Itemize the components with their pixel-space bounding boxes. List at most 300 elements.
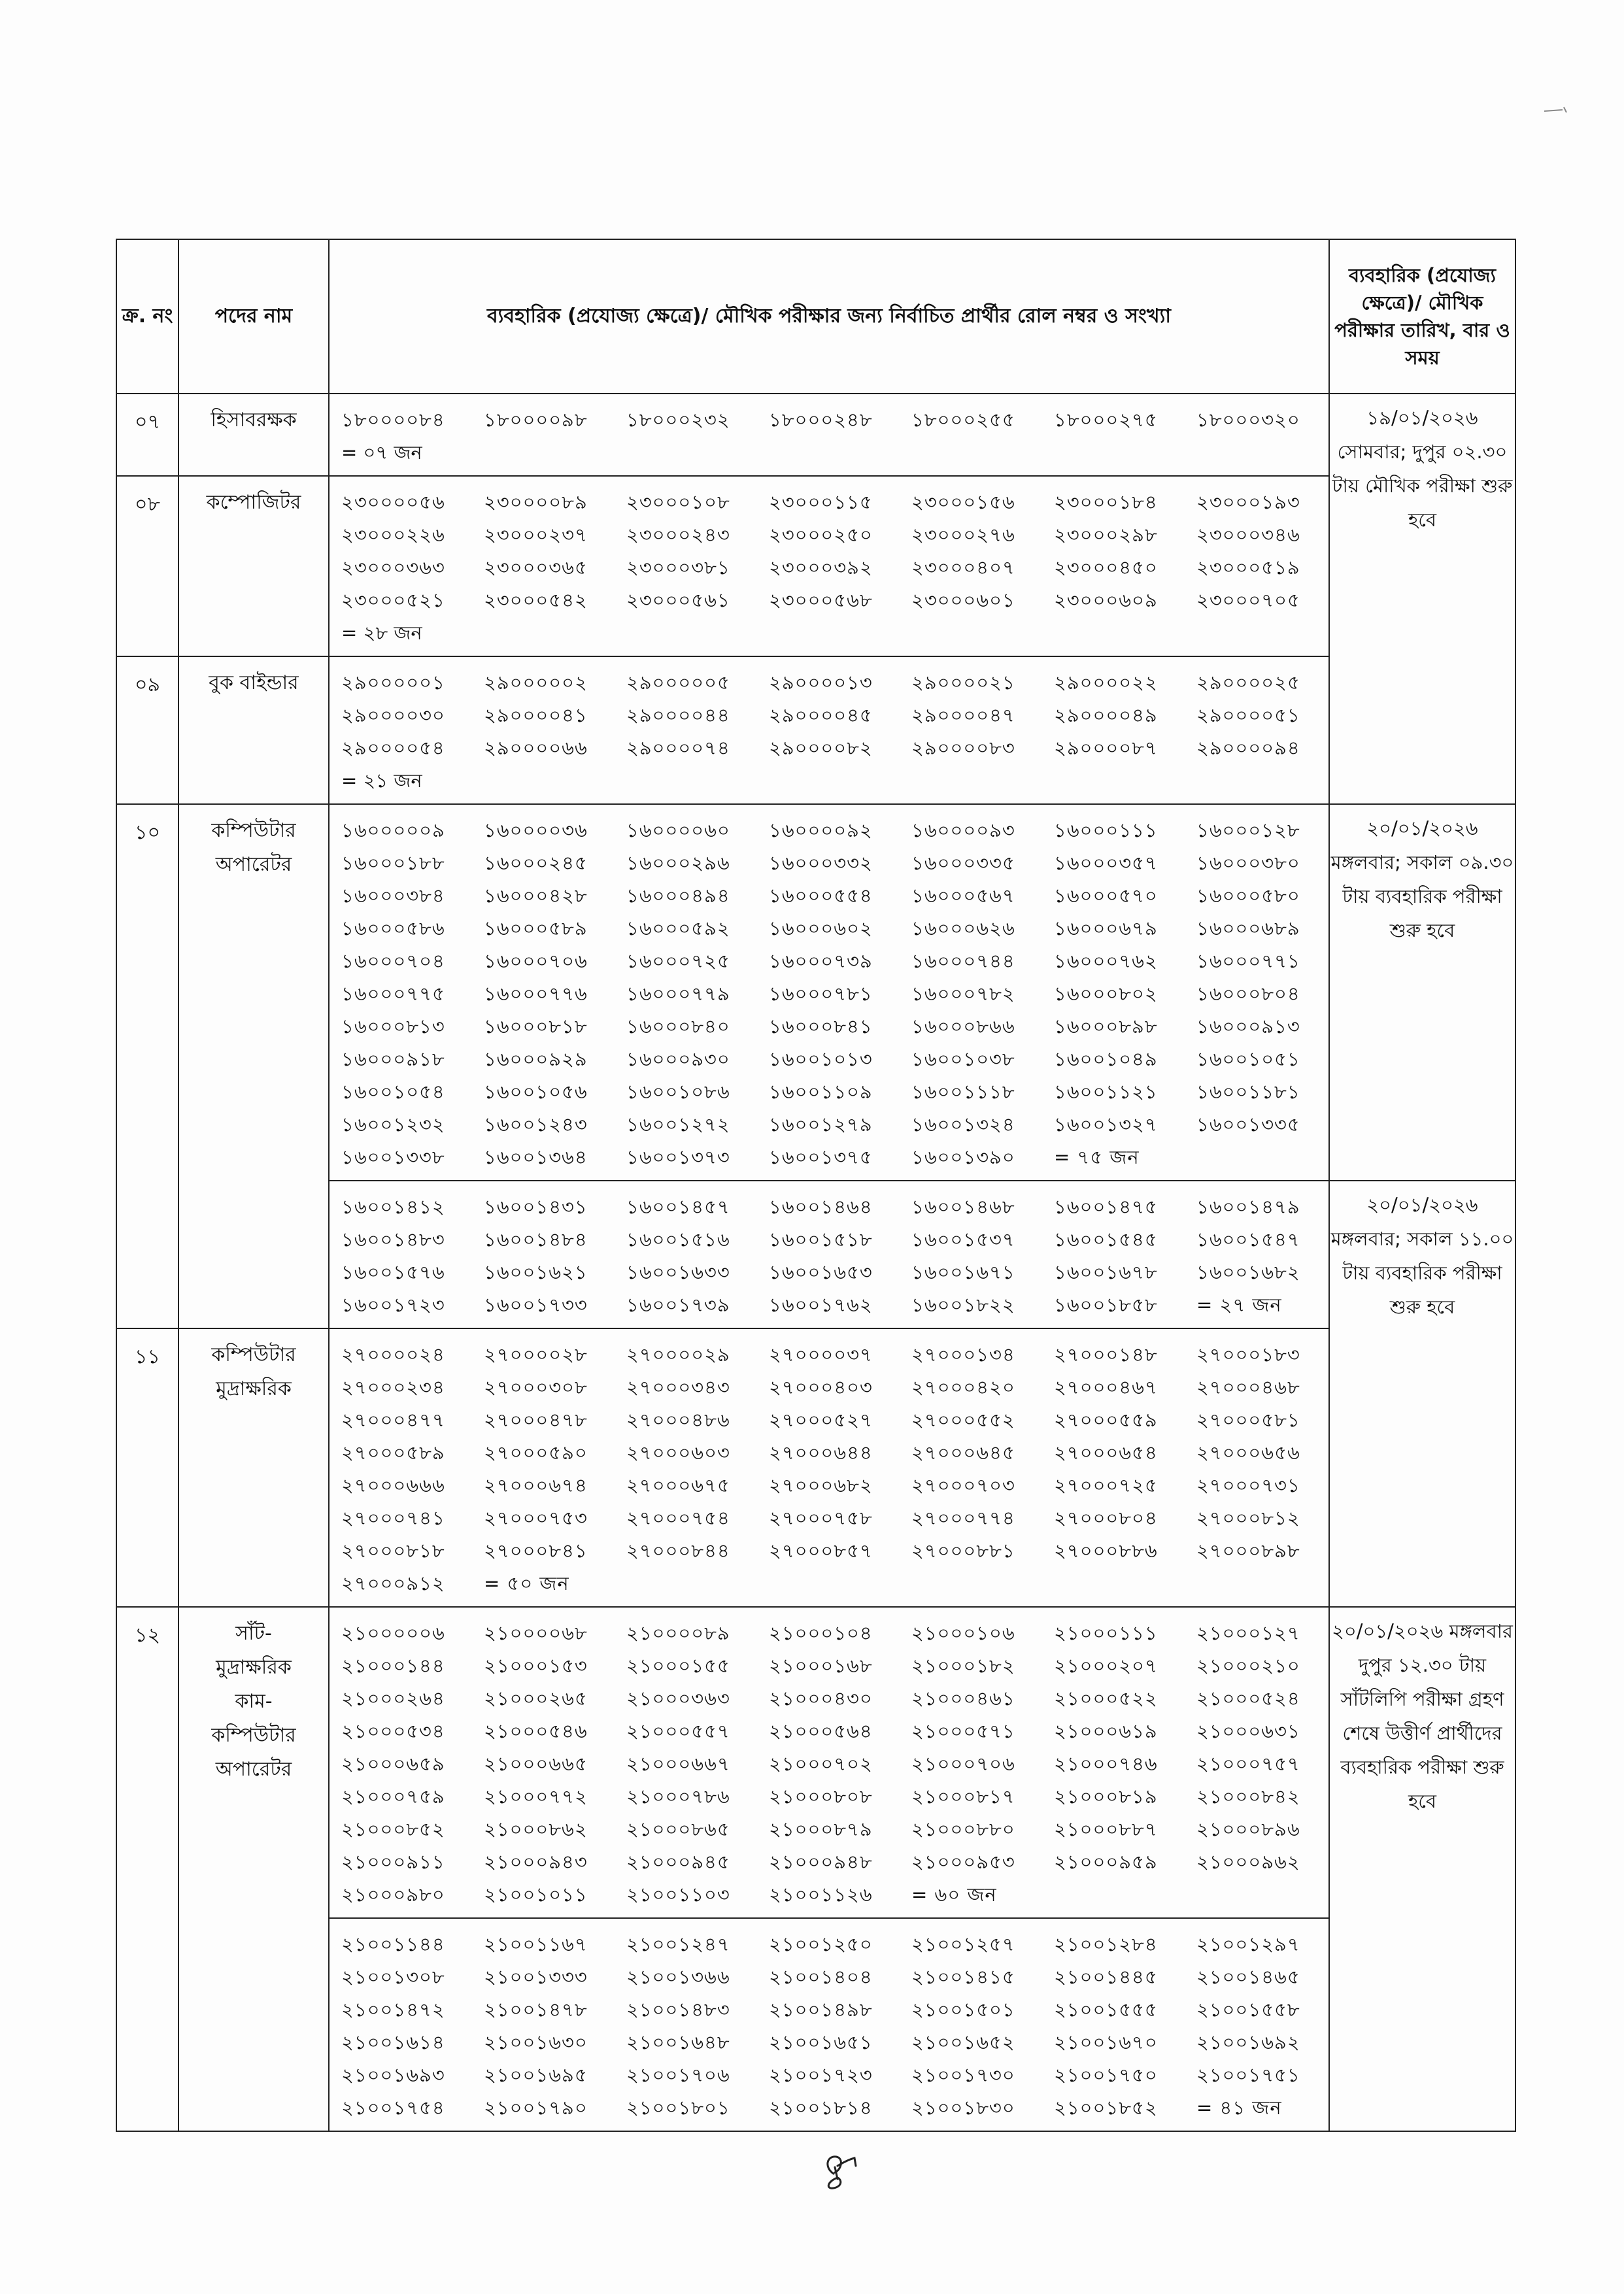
roll-number: ২১০০০৮৬৫ xyxy=(626,1818,730,1840)
roll-number: ১৬০০১০৫৬ xyxy=(484,1081,588,1103)
roll-number: ১৬০০০৭৮২ xyxy=(911,983,1015,1005)
table-row xyxy=(116,394,1515,476)
candidate-count: = ২১ জন xyxy=(341,769,422,792)
roll-number: ২১০০০৮০৮ xyxy=(769,1785,873,1808)
roll-number: ১৬০০১৪৬৪ xyxy=(769,1196,873,1218)
roll-number: ২১০০০৫২৪ xyxy=(1196,1687,1300,1710)
roll-number: ১৬০০০৪২৮ xyxy=(484,885,588,907)
roll-number: ১৬০০১৪৭৯ xyxy=(1196,1196,1300,1218)
roll-number: ২১০০১৪৬৫ xyxy=(1196,1966,1300,1988)
roll-number: ১৬০০১৬২১ xyxy=(484,1261,588,1283)
roll-number: ২৭০০০৭২৫ xyxy=(1054,1474,1158,1496)
roll-number: ১৬০০১৫৭৬ xyxy=(341,1261,445,1283)
roll-number: ২৭০০০৮৪১ xyxy=(484,1540,588,1562)
roll-number: ১৮০০০২৩২ xyxy=(626,409,730,431)
roll-number: ২৯০০০০৩০ xyxy=(341,704,445,726)
roll-number: ২১০০১৬৫১ xyxy=(769,2031,873,2053)
roll-number: ২৩০০০২৫০ xyxy=(769,524,873,546)
roll-number: ১৬০০১৪৫৭ xyxy=(626,1196,730,1218)
roll-number: ১৬০০১৭৬২ xyxy=(769,1294,873,1316)
roll-number: ২৩০০০৩৪৬ xyxy=(1196,524,1300,546)
roll-number: ২১০০০৮৫২ xyxy=(341,1818,445,1840)
roll-number: ২১০০০৬৫৯ xyxy=(341,1753,445,1775)
roll-number: ১৬০০১৪৬৮ xyxy=(911,1196,1015,1218)
roll-number: ১৬০০১৬৩৩ xyxy=(626,1261,730,1283)
roll-number: ১৬০০১৫১৮ xyxy=(769,1228,873,1251)
roll-number: ১৬০০০৩৮৪ xyxy=(341,885,445,907)
roll-number: ২৭০০০১৮৩ xyxy=(1196,1343,1300,1366)
roll-number: ২১০০০৫৪৬ xyxy=(484,1720,588,1742)
roll-number: ১৬০০১৫৪৫ xyxy=(1054,1228,1158,1251)
roll-number: ১৬০০০২৪৫ xyxy=(484,852,588,874)
roll-number: ১৬০০১১৮১ xyxy=(1196,1081,1300,1103)
roll-number: ১৬০০১৪১২ xyxy=(341,1196,445,1218)
signature-icon xyxy=(814,2148,866,2193)
roll-number: ২৭০০০০২৪ xyxy=(341,1343,445,1366)
roll-number: ২৭০০০৪৬৮ xyxy=(1196,1376,1300,1398)
roll-number: ১৬০০১২৪৩ xyxy=(484,1113,588,1136)
roll-number: ১৬০০০১১১ xyxy=(1054,819,1158,841)
roll-list xyxy=(329,394,1329,476)
roll-number: ২১০০১৬৩০ xyxy=(484,2031,588,2053)
roll-number: ২৩০০০৪০৭ xyxy=(911,556,1015,579)
roll-number: ২১০০১৭৫১ xyxy=(1196,2064,1300,2086)
roll-number: ১৮০০০০৮৪ xyxy=(341,409,445,431)
roll-number: ২১০০০১৫৩ xyxy=(484,1655,588,1677)
roll-number: ১৬০০০৩৩২ xyxy=(769,852,873,874)
roll-number: ২৭০০০৪৮৬ xyxy=(626,1409,730,1431)
roll-number: ২১০০০১০৬ xyxy=(911,1622,1015,1644)
exam-schedule: ১৯/০১/২০২৬ সোমবার; দুপুর ০২.৩০ টায় মৌখিক পরীক্ষা শুরু হবে xyxy=(1329,394,1515,804)
roll-number: ২৯০০০০২১ xyxy=(911,671,1015,694)
selected-candidates-table xyxy=(116,239,1516,2132)
roll-number: ২১০০১২৮৪ xyxy=(1054,1933,1158,1955)
roll-number: ২৩০০০১০৮ xyxy=(626,491,730,513)
roll-number: ২১০০১১৬৭ xyxy=(484,1933,588,1955)
roll-number: ২৩০০০৭০৫ xyxy=(1196,589,1300,611)
roll-number: ২১০০১৭৩০ xyxy=(911,2064,1015,2086)
roll-number: ২৩০০০৩৬৩ xyxy=(341,556,445,579)
candidate-count: = ২৭ জন xyxy=(1196,1294,1282,1316)
exam-schedule: ২০/০১/২০২৬ মঙ্গলবার; সকাল ০৯.৩০ টায় ব্যবহারিক পরীক্ষা শুরু হবে xyxy=(1329,804,1515,1181)
roll-list xyxy=(329,1328,1329,1607)
roll-number: ১৬০০১০৩৮ xyxy=(911,1048,1015,1070)
roll-number: ১৬০০১৩২৪ xyxy=(911,1113,1015,1136)
roll-number: ২৩০০০৫১৯ xyxy=(1196,556,1300,579)
roll-number: ২৭০০০০২৯ xyxy=(626,1343,730,1366)
table-row xyxy=(116,656,1515,804)
roll-number: ২১০০১৭৫৪ xyxy=(341,2097,445,2119)
roll-number: ২৭০০০৮৯৮ xyxy=(1196,1540,1300,1562)
roll-number: ১৮০০০২৫৫ xyxy=(911,409,1015,431)
roll-number: ২৯০০০০৪৯ xyxy=(1054,704,1158,726)
roll-number: ১৬০০১৬৮২ xyxy=(1196,1261,1300,1283)
roll-number: ২৯০০০০০২ xyxy=(484,671,588,694)
roll-number: ২১০০১৮৩০ xyxy=(911,2097,1015,2119)
roll-number: ১৬০০১৬৭১ xyxy=(911,1261,1015,1283)
roll-number: ১৬০০১২৭২ xyxy=(626,1113,730,1136)
roll-number: ২৩০০০০৫৬ xyxy=(341,491,445,513)
roll-number: ১৬০০১৩৩৮ xyxy=(341,1146,445,1168)
roll-number: ২১০০০৭৪৬ xyxy=(1054,1753,1158,1775)
roll-number: ২১০০০৭৫৭ xyxy=(1196,1753,1300,1775)
roll-number: ২১০০০২৬৫ xyxy=(484,1687,588,1710)
roll-number: ২৭০০০৭৫৪ xyxy=(626,1507,730,1529)
candidate-count: = ৭৫ জন xyxy=(1054,1146,1140,1168)
roll-number: ২৯০০০০৪৪ xyxy=(626,704,730,726)
roll-number: ২৩০০০১৮৪ xyxy=(1054,491,1158,513)
roll-number: ২৭০০০৬৭৫ xyxy=(626,1474,730,1496)
roll-number: ১৬০০১০৪৯ xyxy=(1054,1048,1158,1070)
roll-number: ২৩০০০৫৪২ xyxy=(484,589,588,611)
roll-number: ২৩০০০৫৬৮ xyxy=(769,589,873,611)
roll-number: ১৬০০১০১৩ xyxy=(769,1048,873,1070)
roll-number: ২১০০০২১০ xyxy=(1196,1655,1300,1677)
roll-number: ২৭০০০৬৪৪ xyxy=(769,1442,873,1464)
roll-list xyxy=(329,476,1329,656)
roll-number: ২৩০০০১৯৩ xyxy=(1196,491,1300,513)
roll-number: ২১০০১০১১ xyxy=(484,1883,588,1906)
roll-number: ২১০০০২৬৪ xyxy=(341,1687,445,1710)
roll-number: ২১০০০৯৮০ xyxy=(341,1883,445,1906)
roll-number: ২১০০০৬৩১ xyxy=(1196,1720,1300,1742)
roll-number: ২১০০০৫২২ xyxy=(1054,1687,1158,1710)
roll-number: ১৬০০১১০৯ xyxy=(769,1081,873,1103)
roll-number: ২১০০১৪৭২ xyxy=(341,1999,445,2021)
roll-number: ১৬০০০৮০৪ xyxy=(1196,983,1300,1005)
roll-number: ২১০০০১১১ xyxy=(1054,1622,1158,1644)
roll-number: ১৬০০০৫৯২ xyxy=(626,917,730,939)
roll-number: ২১০০০১৪৪ xyxy=(341,1655,445,1677)
roll-number: ২১০০০৯১১ xyxy=(341,1851,445,1873)
roll-number: ১৬০০০৫৬৭ xyxy=(911,885,1015,907)
roll-number: ২১০০১৮১৪ xyxy=(769,2097,873,2119)
roll-number: ১৬০০০০৩৬ xyxy=(484,819,588,841)
serial-number: ১০ xyxy=(116,804,178,1328)
roll-number: ১৬০০১৩৩৫ xyxy=(1196,1113,1300,1136)
roll-number: ২৭০০০৫২৭ xyxy=(769,1409,873,1431)
roll-number: ২১০০১৭৫০ xyxy=(1054,2064,1158,2086)
roll-number: ২৭০০০৪৭৮ xyxy=(484,1409,588,1431)
roll-number: ২৩০০০৩৯২ xyxy=(769,556,873,579)
roll-number: ১৬০০০৩৫৭ xyxy=(1054,852,1158,874)
roll-number: ২৭০০০৮০৪ xyxy=(1054,1507,1158,1529)
roll-number: ২১০০১১২৬ xyxy=(769,1883,873,1906)
roll-number: ২১০০০৫৬৪ xyxy=(769,1720,873,1742)
roll-number: ১৬০০০৮৪১ xyxy=(769,1015,873,1037)
roll-number: ২৭০০০৬৬৬ xyxy=(341,1474,445,1496)
roll-number: ২৩০০০১৫৬ xyxy=(911,491,1015,513)
roll-number: ২৭০০০৭০৩ xyxy=(911,1474,1015,1496)
roll-number: ২৩০০০৩৮১ xyxy=(626,556,730,579)
roll-number: ২৩০০০৫২১ xyxy=(341,589,445,611)
roll-number: ২৯০০০০২২ xyxy=(1054,671,1158,694)
roll-number: ২৯০০০০৬৬ xyxy=(484,737,588,759)
roll-number: ২৭০০০৯১২ xyxy=(341,1572,445,1594)
roll-number: ১৬০০০০৬০ xyxy=(626,819,730,841)
roll-number: ১৬০০১৩৯০ xyxy=(911,1146,1015,1168)
roll-number: ১৬০০০৭৭৫ xyxy=(341,983,445,1005)
roll-number: ১৬০০১৬৭৮ xyxy=(1054,1261,1158,1283)
roll-number: ২১০০০৭০২ xyxy=(769,1753,873,1775)
roll-number: ২৩০০০২৭৬ xyxy=(911,524,1015,546)
roll-number: ২১০০১২৯৭ xyxy=(1196,1933,1300,1955)
roll-number: ১৬০০০৬২৬ xyxy=(911,917,1015,939)
roll-number: ২৭০০০৭৪১ xyxy=(341,1507,445,1529)
roll-number: ২১০০০৮৮৭ xyxy=(1054,1818,1158,1840)
roll-number: ১৮০০০২৪৮ xyxy=(769,409,873,431)
roll-list xyxy=(329,1607,1329,1918)
roll-number: ২৭০০০৮৫৭ xyxy=(769,1540,873,1562)
header-rolls: ব্যবহারিক (প্রযোজ্য ক্ষেত্রে)/ মৌখিক পরীক্ষার জন্য নির্বাচিত প্রার্থীর রোল নম্বর ও সংখ্যা xyxy=(329,239,1329,394)
roll-number: ২৩০০০৩৬৫ xyxy=(484,556,588,579)
serial-number: ১২ xyxy=(116,1607,178,2131)
roll-number: ২১০০১৬৯৩ xyxy=(341,2064,445,2086)
roll-number: ২১০০০৮১৭ xyxy=(911,1785,1015,1808)
roll-number: ২৭০০০৪০৩ xyxy=(769,1376,873,1398)
roll-number: ২১০০০৮৯৬ xyxy=(1196,1818,1300,1840)
roll-number: ২১০০১৪০৪ xyxy=(769,1966,873,1988)
roll-number: ২১০০০৭৭২ xyxy=(484,1785,588,1808)
roll-number: ১৬০০০২৯৬ xyxy=(626,852,730,874)
roll-number: ১৬০০১৪৩১ xyxy=(484,1196,588,1218)
roll-number: ১৬০০০৭৪৪ xyxy=(911,950,1015,972)
roll-number: ২৭০০০৮৮৬ xyxy=(1054,1540,1158,1562)
roll-number: ১৬০০০১৮৮ xyxy=(341,852,445,874)
roll-number: ২৭০০০৮১৮ xyxy=(341,1540,445,1562)
roll-number: ২৭০০০৪৭৭ xyxy=(341,1409,445,1431)
roll-number: ২১০০০৯৬২ xyxy=(1196,1851,1300,1873)
roll-number: ২১০০০৫৩৪ xyxy=(341,1720,445,1742)
roll-number: ২১০০১৩৩৩ xyxy=(484,1966,588,1988)
roll-number: ২১০০১৫৫৮ xyxy=(1196,1999,1300,2021)
post-name: বুক বাইন্ডার xyxy=(178,656,329,804)
header-post-name: পদের নাম xyxy=(178,239,329,394)
table-row xyxy=(116,804,1515,1181)
roll-number: ২১০০১৪৭৮ xyxy=(484,1999,588,2021)
roll-number: ২১০০০৯৪৮ xyxy=(769,1851,873,1873)
roll-number: ১৬০০০৮৪০ xyxy=(626,1015,730,1037)
roll-number: ১৬০০১৮৫৮ xyxy=(1054,1294,1158,1316)
roll-number: ২১০০১৬৪৮ xyxy=(626,2031,730,2053)
roll-number: ২৭০০০৭৫৮ xyxy=(769,1507,873,1529)
serial-number: ০৭ xyxy=(116,394,178,476)
roll-number: ১৬০০১০৫১ xyxy=(1196,1048,1300,1070)
roll-number: ২১০০১২৪৭ xyxy=(626,1933,730,1955)
roll-number: ১৬০০০৪৯৪ xyxy=(626,885,730,907)
roll-number: ১৬০০০৭৮১ xyxy=(769,983,873,1005)
roll-number: ২৭০০০৮৪৪ xyxy=(626,1540,730,1562)
exam-schedule: ২০/০১/২০২৬ মঙ্গলবার; সকাল ১১.০০ টায় ব্যবহারিক পরীক্ষা শুরু হবে xyxy=(1329,1181,1515,1607)
roll-number: ১৬০০০৭২৫ xyxy=(626,950,730,972)
roll-list xyxy=(329,656,1329,804)
roll-number: ২৯০০০০০১ xyxy=(341,671,445,694)
roll-number: ১৬০০০৮৯৮ xyxy=(1054,1015,1158,1037)
roll-number: ১৬০০১৪৭৫ xyxy=(1054,1196,1158,1218)
roll-number: ২১০০১৬৭০ xyxy=(1054,2031,1158,2053)
roll-number: ২৩০০০২২৬ xyxy=(341,524,445,546)
roll-number: ২১০০১৪৪৫ xyxy=(1054,1966,1158,1988)
roll-number: ১৬০০১৫৪৭ xyxy=(1196,1228,1300,1251)
header-serial: ক্র. নং xyxy=(116,239,178,394)
roll-number: ২১০০১১০৩ xyxy=(626,1883,730,1906)
roll-number: ২১০০০০৮৯ xyxy=(626,1622,730,1644)
roll-number: ২৩০০০২৩৭ xyxy=(484,524,588,546)
roll-number: ২৩০০০০৮৯ xyxy=(484,491,588,513)
roll-number: ১৬০০১৭২৩ xyxy=(341,1294,445,1316)
roll-number: ২১০০০৯৪৫ xyxy=(626,1851,730,1873)
roll-number: ১৬০০০০০৯ xyxy=(341,819,445,841)
roll-number: ১৬০০১৫৩৭ xyxy=(911,1228,1015,1251)
roll-number: ১৬০০১০৮৬ xyxy=(626,1081,730,1103)
roll-number: ১৬০০০৮১৩ xyxy=(341,1015,445,1037)
scan-mark-icon xyxy=(1543,105,1569,118)
roll-number: ১৬০০০৮০২ xyxy=(1054,983,1158,1005)
roll-number: ২১০০০১০৪ xyxy=(769,1622,873,1644)
roll-number: ১৬০০১৬৫৩ xyxy=(769,1261,873,1283)
roll-number: ২৯০০০০৫৪ xyxy=(341,737,445,759)
roll-number: ১৬০০০৯১৮ xyxy=(341,1048,445,1070)
roll-number: ২১০০০০০৬ xyxy=(341,1622,445,1644)
roll-number: ২১০০১৫৫৫ xyxy=(1054,1999,1158,2021)
post-name: কম্পিউটার অপারেটর xyxy=(178,804,329,1328)
roll-number: ২১০০১৫০১ xyxy=(911,1999,1015,2021)
roll-number: ২১০০১৩০৮ xyxy=(341,1966,445,1988)
roll-number: ২১০০০৯৪৩ xyxy=(484,1851,588,1873)
roll-list xyxy=(329,1918,1329,2131)
roll-number: ২৭০০০৬৪৫ xyxy=(911,1442,1015,1464)
roll-number: ১৬০০০৫৮৬ xyxy=(341,917,445,939)
roll-number: ১৬০০১৮২২ xyxy=(911,1294,1015,1316)
roll-number: ২৭০০০১৩৪ xyxy=(911,1343,1015,1366)
roll-number: ১৬০০০৫৮৯ xyxy=(484,917,588,939)
roll-number: ২৯০০০০৮৭ xyxy=(1054,737,1158,759)
roll-number: ১৬০০১১১৮ xyxy=(911,1081,1015,1103)
roll-number: ২৩০০০৬০১ xyxy=(911,589,1015,611)
roll-number: ১৬০০০৫৭০ xyxy=(1054,885,1158,907)
table-row xyxy=(116,476,1515,656)
candidate-count: = ২৮ জন xyxy=(341,622,422,644)
roll-number: ১৬০০১৭৩৩ xyxy=(484,1294,588,1316)
serial-number: ০৯ xyxy=(116,656,178,804)
roll-number: ২১০০১২৫৭ xyxy=(911,1933,1015,1955)
roll-number: ১৮০০০২৭৫ xyxy=(1054,409,1158,431)
roll-number: ১৮০০০৩২০ xyxy=(1196,409,1300,431)
roll-number: ২৯০০০০৮২ xyxy=(769,737,873,759)
roll-number: ১৬০০১৩৬৪ xyxy=(484,1146,588,1168)
roll-number: ২১০০০৮৭৯ xyxy=(769,1818,873,1840)
roll-number: ১৮০০০০৯৮ xyxy=(484,409,588,431)
roll-number: ২১০০০৭৮৬ xyxy=(626,1785,730,1808)
roll-number: ১৬০০০৬৭৯ xyxy=(1054,917,1158,939)
roll-number: ১৬০০১১২১ xyxy=(1054,1081,1158,1103)
roll-number: ২৩০০০৬০৯ xyxy=(1054,589,1158,611)
roll-number: ২১০০০৮১৯ xyxy=(1054,1785,1158,1808)
roll-number: ২৭০০০৪৬৭ xyxy=(1054,1376,1158,1398)
roll-number: ১৬০০১২৭৯ xyxy=(769,1113,873,1136)
roll-number: ২৯০০০০৪৫ xyxy=(769,704,873,726)
roll-number: ১৬০০০৫৫৪ xyxy=(769,885,873,907)
roll-number: ২১০০০৭০৬ xyxy=(911,1753,1015,1775)
roll-number: ১৬০০০৫৮০ xyxy=(1196,885,1300,907)
roll-number: ২৭০০০২৩৪ xyxy=(341,1376,445,1398)
roll-number: ২৭০০০৮৮১ xyxy=(911,1540,1015,1562)
table-row xyxy=(116,1607,1515,1918)
roll-number: ২১০০০৮৮০ xyxy=(911,1818,1015,1840)
roll-number: ২৭০০০৫৫৯ xyxy=(1054,1409,1158,1431)
exam-schedule: ২০/০১/২০২৬ মঙ্গলবার দুপুর ১২.৩০ টায় সাঁটলিপি পরীক্ষা গ্রহণ শেষে উত্তীর্ণ প্রার্থীদের ব্যবহারিক পরীক্ষা শুরু হবে xyxy=(1329,1607,1515,2131)
post-name: কম্পোজিটর xyxy=(178,476,329,656)
roll-number: ১৬০০০৭০৬ xyxy=(484,950,588,972)
roll-number: ২৭০০০৬০৩ xyxy=(626,1442,730,1464)
candidate-count: = ০৭ জন xyxy=(341,441,422,464)
roll-number: ২৭০০০৭৩১ xyxy=(1196,1474,1300,1496)
roll-number: ২৭০০০৪২০ xyxy=(911,1376,1015,1398)
roll-number: ২১০০০৪৬১ xyxy=(911,1687,1015,1710)
roll-number: ২৭০০০৬৫৪ xyxy=(1054,1442,1158,1464)
roll-number: ১৬০০১৩২৭ xyxy=(1054,1113,1158,1136)
roll-number: ২৯০০০০১৩ xyxy=(769,671,873,694)
candidate-count: = ৬০ জন xyxy=(911,1883,997,1906)
roll-number: ২১০০১৪১৫ xyxy=(911,1966,1015,1988)
roll-number: ২১০০০৬৬৫ xyxy=(484,1753,588,1775)
roll-number: ২৩০০০২৯৮ xyxy=(1054,524,1158,546)
roll-number: ১৬০০০৭৭৯ xyxy=(626,983,730,1005)
roll-number: ২১০০০১৫৫ xyxy=(626,1655,730,1677)
roll-number: ২৭০০০০২৮ xyxy=(484,1343,588,1366)
roll-number: ১৬০০০৬০২ xyxy=(769,917,873,939)
roll-number: ২৯০০০০৭৪ xyxy=(626,737,730,759)
roll-number: ১৬০০০০৯২ xyxy=(769,819,873,841)
roll-number: ১৬০০০৭৩৯ xyxy=(769,950,873,972)
roll-list xyxy=(329,1181,1329,1328)
roll-number: ২৭০০০৭৭৪ xyxy=(911,1507,1015,1529)
roll-number: ২১০০০৯৫৯ xyxy=(1054,1851,1158,1873)
roll-number: ২১০০১৮৫২ xyxy=(1054,2097,1158,2119)
roll-number: ১৬০০০৭৭১ xyxy=(1196,950,1300,972)
roll-number: ২৯০০০০০৫ xyxy=(626,671,730,694)
roll-number: ২১০০১৭২৩ xyxy=(769,2064,873,2086)
roll-number: ১৬০০০৩৩৫ xyxy=(911,852,1015,874)
roll-number: ১৬০০০০৯৩ xyxy=(911,819,1015,841)
roll-number: ২৭০০০০৩৭ xyxy=(769,1343,873,1366)
roll-number: ২৭০০০৫৯০ xyxy=(484,1442,588,1464)
roll-number: ২১০০০৯৫৩ xyxy=(911,1851,1015,1873)
roll-number: ২৭০০০৬৭৪ xyxy=(484,1474,588,1496)
roll-number: ২৯০০০০৪৭ xyxy=(911,704,1015,726)
roll-number: ২১০০১৪৯৮ xyxy=(769,1999,873,2021)
roll-number: ২১০০১৬৫২ xyxy=(911,2031,1015,2053)
roll-number: ২৯০০০০৮৩ xyxy=(911,737,1015,759)
post-name: সাঁট- মুদ্রাক্ষরিক কাম- কম্পিউটার অপারেটর xyxy=(178,1607,329,2131)
roll-number: ২৭০০০৭৫৩ xyxy=(484,1507,588,1529)
roll-number: ২১০০০৬১৯ xyxy=(1054,1720,1158,1742)
serial-number: ০৮ xyxy=(116,476,178,656)
roll-number: ১৬০০০৭৭৬ xyxy=(484,983,588,1005)
roll-number: ২১০০০৪৩০ xyxy=(769,1687,873,1710)
roll-number: ১৬০০০৯১৩ xyxy=(1196,1015,1300,1037)
roll-number: ১৬০০০৯৩০ xyxy=(626,1048,730,1070)
roll-number: ২৭০০০৬৫৬ xyxy=(1196,1442,1300,1464)
roll-number: ২৭০০০৫৮১ xyxy=(1196,1409,1300,1431)
roll-number: ২১০০১৭৯০ xyxy=(484,2097,588,2119)
roll-number: ১৬০০০৩৮০ xyxy=(1196,852,1300,874)
roll-number: ১৬০০০৬৮৯ xyxy=(1196,917,1300,939)
roll-number: ২৭০০০৮১২ xyxy=(1196,1507,1300,1529)
roll-number: ২১০০১৭০৬ xyxy=(626,2064,730,2086)
roll-number: ২৭০০০৬৮২ xyxy=(769,1474,873,1496)
roll-number: ২১০০০২০৭ xyxy=(1054,1655,1158,1677)
